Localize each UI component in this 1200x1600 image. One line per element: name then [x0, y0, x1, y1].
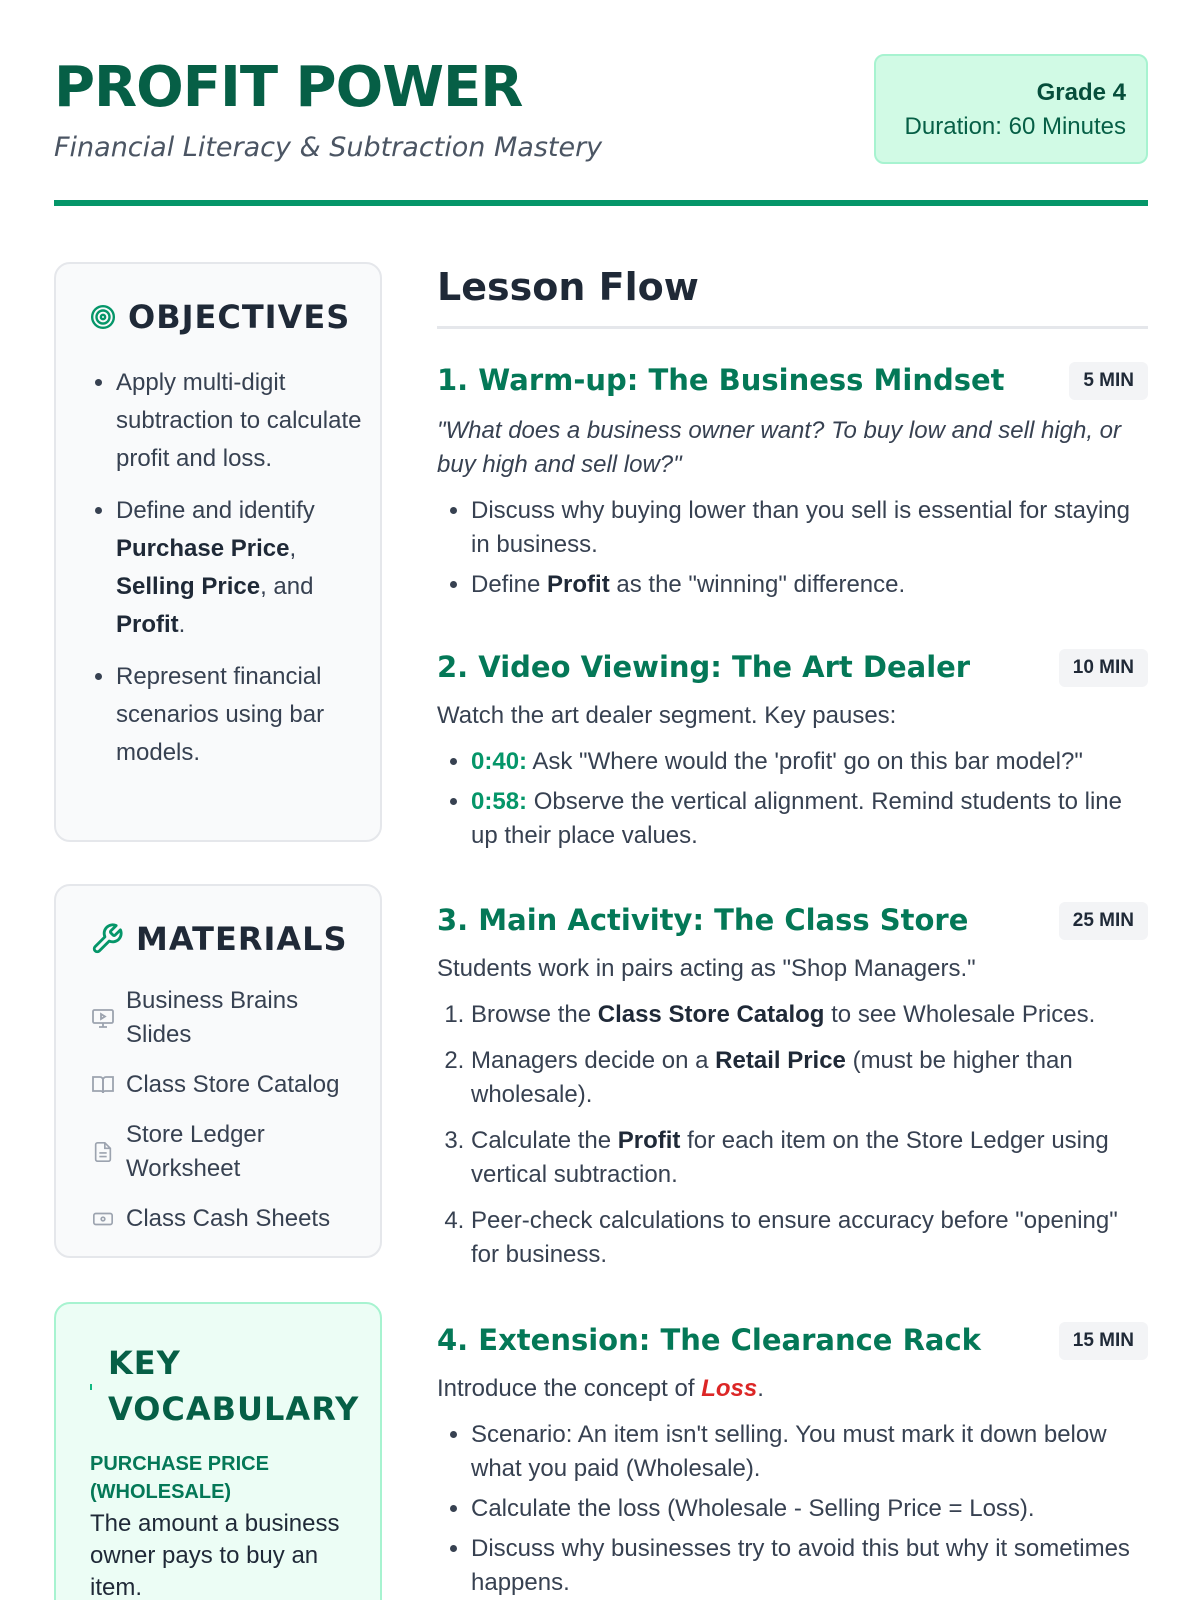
list-item: 2. Managers decide on a Retail Price (must be higher than wholesale).	[471, 1044, 1148, 1112]
lesson-flow-divider	[437, 326, 1148, 329]
list-item: • Discuss why buying lower than you sell is essential for staying in business.	[471, 494, 1148, 562]
page-subtitle: Financial Literacy & Subtraction Mastery	[54, 132, 603, 163]
list-item: • Scenario: An item isn't selling. You must mark it down below what you paid (Wholesale).	[471, 1418, 1148, 1486]
materials-card	[54, 884, 382, 1258]
material-label: Business Brains Slides	[126, 987, 299, 1048]
objectives-list	[116, 364, 366, 786]
section-bullets	[437, 745, 1148, 859]
duration-badge: 15 MIN	[1059, 1322, 1148, 1360]
section-intro: Introduce the concept of Loss.	[437, 1375, 764, 1402]
objective-item: • Define and identify Purchase Price, Selling Price, and Profit.	[116, 492, 366, 644]
vocabulary-title: KEY VOCABULARY	[108, 1344, 360, 1428]
objective-item: • Represent financial scenarios using bar models.	[116, 658, 366, 772]
section-intro: Watch the art dealer segment. Key pauses:	[437, 702, 897, 729]
objectives-header	[90, 298, 350, 336]
material-label: Class Cash Sheets	[126, 1205, 331, 1232]
target-icon	[90, 304, 116, 330]
material-label: Store Ledger Worksheet	[126, 1121, 265, 1182]
presentation-icon	[90, 1005, 116, 1031]
vocabulary-definition: The amount a business owner pays to buy an item.	[90, 1510, 340, 1600]
materials-header	[90, 920, 348, 958]
timestamp: 0:58:	[471, 788, 528, 815]
list-item: 1. Browse the Class Store Catalog to see Wholesale Prices.	[471, 998, 1148, 1032]
material-item	[90, 1118, 370, 1186]
section-title: 1. Warm-up: The Business Mindset	[437, 363, 1005, 397]
grade-label: Grade 4	[1036, 79, 1126, 106]
wrench-icon	[90, 922, 124, 956]
section-bullets	[437, 1418, 1148, 1600]
material-item	[90, 984, 370, 1052]
book-icon	[90, 1072, 116, 1098]
timestamp: 0:40:	[471, 748, 528, 775]
list-item: 3. Calculate the Profit for each item on the Store Ledger using vertical subtraction.	[471, 1124, 1148, 1192]
page-title: PROFIT POWER	[54, 55, 523, 120]
materials-list	[90, 984, 370, 1252]
section-intro: Students work in pairs acting as "Shop Managers."	[437, 955, 976, 982]
objectives-title: OBJECTIVES	[128, 298, 351, 336]
header-divider	[54, 200, 1148, 206]
page-header	[54, 52, 1148, 208]
list-item: • Calculate the loss (Wholesale - Selling Price = Loss).	[471, 1492, 1148, 1526]
material-item	[90, 1068, 370, 1102]
list-item: • 0:40: Ask "Where would the 'profit' go on this bar model?"	[471, 745, 1148, 779]
section-quote: "What does a business owner want? To buy low and sell high, or buy high and sell low?"	[437, 417, 1122, 478]
vocabulary-accent	[90, 1384, 92, 1390]
lesson-flow-title: Lesson Flow	[437, 265, 699, 309]
document-icon	[90, 1139, 116, 1165]
banknote-icon	[90, 1206, 116, 1232]
section-bullets	[437, 494, 1148, 608]
grade-info-box	[874, 54, 1148, 164]
section-steps	[437, 998, 1148, 1284]
objectives-card	[54, 262, 382, 842]
objective-item: • Apply multi-digit subtraction to calculate profit and loss.	[116, 364, 366, 478]
list-item: • 0:58: Observe the vertical alignment. Remind students to line up their place values.	[471, 785, 1148, 853]
material-item	[90, 1202, 370, 1236]
section-title: 4. Extension: The Clearance Rack	[437, 1323, 981, 1357]
section-title: 3. Main Activity: The Class Store	[437, 903, 969, 937]
material-label: Class Store Catalog	[126, 1071, 340, 1098]
duration-badge: 5 MIN	[1069, 362, 1148, 400]
list-item: • Discuss why businesses try to avoid this but why it sometimes happens.	[471, 1532, 1148, 1600]
duration-label: Duration: 60 Minutes	[904, 113, 1126, 140]
loss-term: Loss	[701, 1375, 758, 1402]
vocabulary-card	[54, 1302, 382, 1600]
list-item: 4. Peer-check calculations to ensure accuracy before "opening" for business.	[471, 1204, 1148, 1272]
duration-badge: 10 MIN	[1059, 649, 1148, 687]
section-title: 2. Video Viewing: The Art Dealer	[437, 650, 971, 684]
vocabulary-term: PURCHASE PRICE (WHOLESALE)	[90, 1453, 269, 1503]
materials-title: MATERIALS	[136, 920, 348, 958]
duration-badge: 25 MIN	[1059, 902, 1148, 940]
list-item: • Define Profit as the "winning" difference.	[471, 568, 1148, 602]
